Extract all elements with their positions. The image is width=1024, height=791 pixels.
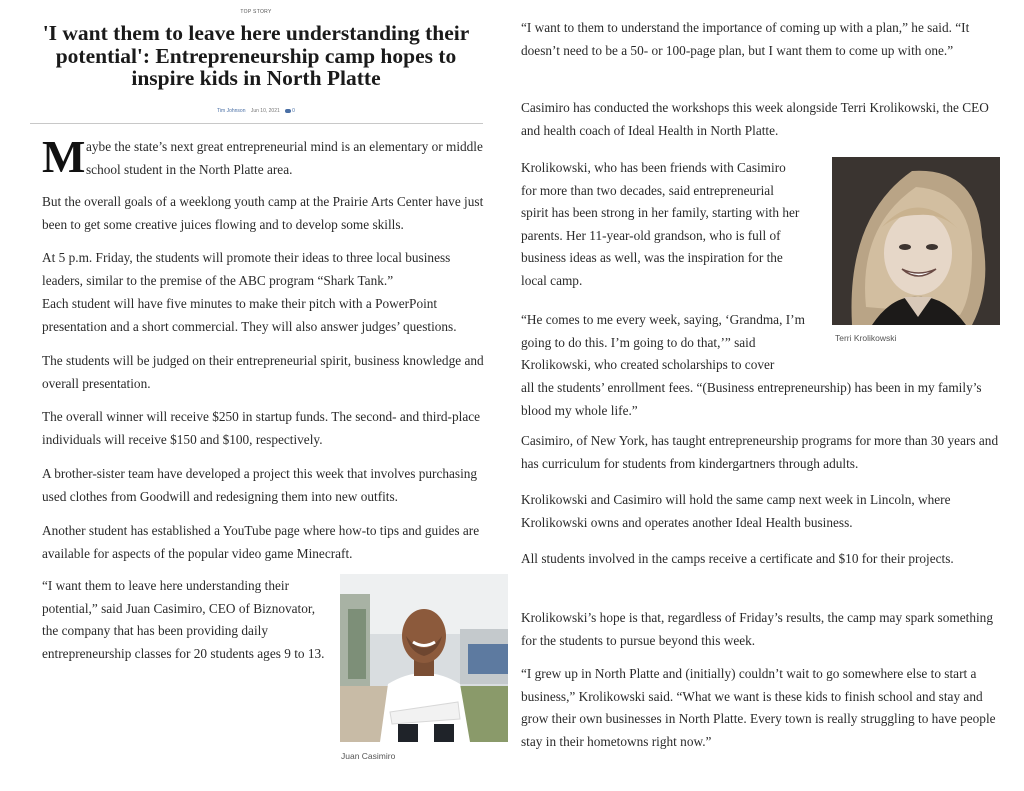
comment-icon [285,109,291,113]
paragraph: All students involved in the camps receive a certificate and $10 for their projects. [521,551,954,566]
paragraph: all the students’ enrollment fees. “(Business entrepreneurship) has been in my family’s blood my whole life.” [521,380,982,418]
paragraph: Casimiro has conducted the workshops this week alongside Terri Krolikowski, the CEO and health coach of Ideal Health in North Platte. [521,100,989,138]
paragraph: Krolikowski and Casimiro will hold the same camp next week in Lincoln, where Krolikowski owns and operates another Ideal Health business. [521,492,951,530]
paragraph: The overall winner will receive $250 in startup funds. The second- and third-place individuals will receive $150 and $100, respectively. [42,409,481,447]
paragraph: The students will be judged on their entrepreneurial spirit, business knowledge and overall presentation. [42,353,484,391]
header-divider [30,123,483,124]
paragraph: At 5 p.m. Friday, the students will promote their ideas to three local business leaders, similar to the premise of the ABC program “Shark Tank.” [42,250,451,288]
terri-krolikowski-photo [832,157,1000,325]
juan-casimiro-image [340,574,508,742]
comment-count: 0 [292,108,295,114]
paragraph: “I grew up in North Platte and (initially) couldn’t wait to go somewhere else to start a business,” Krolikowski said. “What we want is these kids to finish school and stay and grow their own businesses in North Platte. Every town is really struggling to have people stay in their hometowns right now.” [521,666,996,749]
story-kicker: TOP STORY [240,9,272,15]
terri-krolikowski-image [832,157,1000,325]
juan-casimiro-photo [340,574,508,742]
byline [30,108,482,114]
paragraph: Each student will have five minutes to make their pitch with a PowerPoint presentation and a short commercial. They will also answer judges’ questions. [42,296,457,334]
paragraph: Krolikowski, who has been friends with Casimiro for more than two decades, said entrepreneurial spirit has been strong in her family, starting with her parents. Her 11-year-old grandson, who is full of business ideas as well, was the inspiration for the local camp. [521,160,800,288]
author-link[interactable]: Tim Johnson [217,108,246,114]
paragraph: Another student has established a YouTube page where how-to tips and guides are available for aspects of the popular video game Minecraft. [42,523,480,561]
terri-krolikowski-caption: Terri Krolikowski [835,333,897,343]
paragraph: “He comes to me every week, saying, ‘Grandma, I’m going to do this. I’m going to do that,’” said Krolikowski, who created scholarships to cover [521,312,805,372]
paragraph: “I want them to leave here understanding their potential,” said Juan Casimiro, CEO of Biznovator, the company that has been providing daily entrepreneurship classes for 20 students ages 9 to 13. [42,578,325,661]
article-headline: 'I want them to leave here understanding their potential': Entrepreneurship camp hopes to inspire kids in North Platte [42,21,470,90]
comments-link[interactable] [285,108,295,114]
publish-date: Jun 10, 2021 [250,108,280,114]
paragraph-lead: aybe the state’s next great entrepreneurial mind is an elementary or middle school student in the North Platte area. [86,139,483,177]
juan-casimiro-caption: Juan Casimiro [341,751,396,761]
paragraph: But the overall goals of a weeklong youth camp at the Prairie Arts Center have just been to get some creative juices flowing and to develop some skills. [42,194,484,232]
drop-cap: M [42,131,86,182]
paragraph: Krolikowski’s hope is that, regardless of Friday’s results, the camp may spark something for the students to pursue beyond this week. [521,610,993,648]
paragraph: A brother-sister team have developed a project this week that involves purchasing used clothes from Goodwill and redesigning them into new outfits. [42,466,478,504]
paragraph: “I want to them to understand the importance of coming up with a plan,” he said. “It doesn’t need to be a 50- or 100-page plan, but I want them to come up with one.” [521,20,970,58]
paragraph: Casimiro, of New York, has taught entrepreneurship programs for more than 30 years and has curriculum for students from kindergartners through adults. [521,433,999,471]
